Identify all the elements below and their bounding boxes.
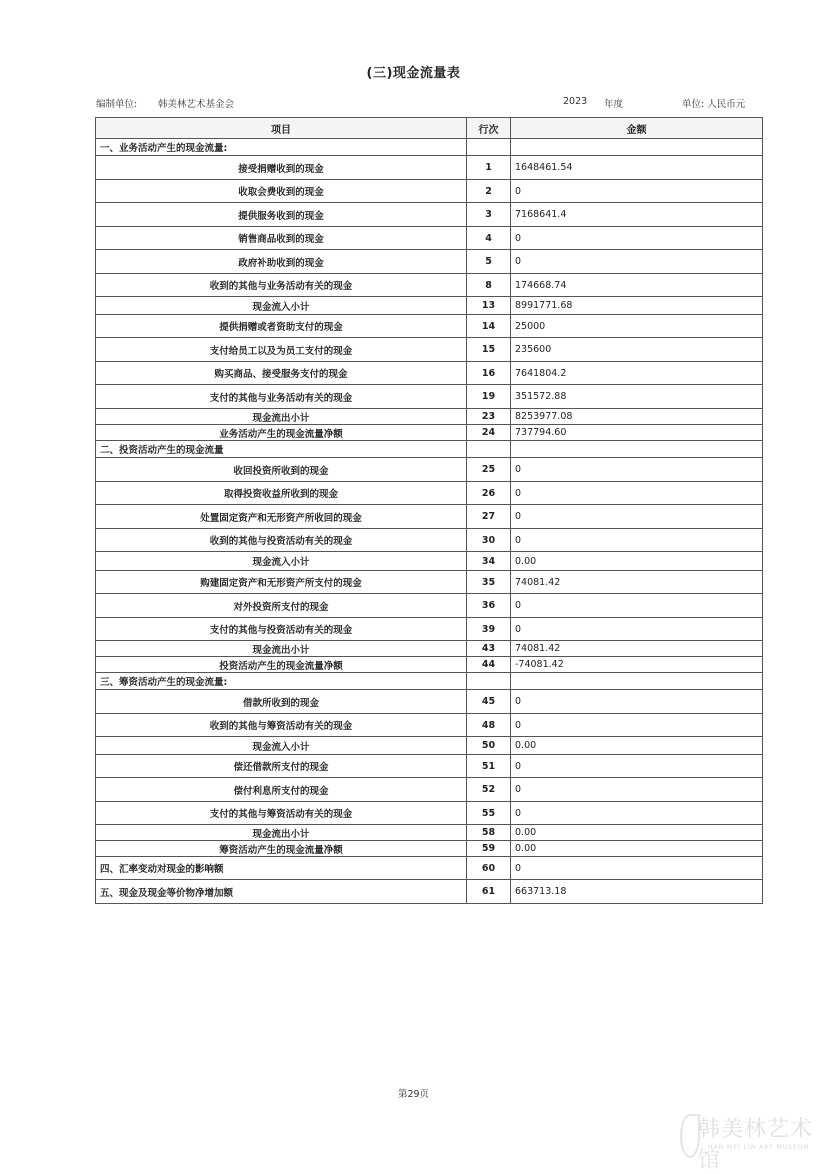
row-amount: [511, 441, 763, 458]
row-line: 43: [467, 641, 511, 657]
row-line: 44: [467, 657, 511, 673]
row-line: 52: [467, 778, 511, 802]
row-amount: 0.00: [511, 737, 763, 755]
row-line: 34: [467, 552, 511, 571]
row-item: 收到的其他与筹资活动有关的现金: [96, 714, 467, 737]
row-item: 对外投资所支付的现金: [96, 594, 467, 618]
row-amount: 235600: [511, 338, 763, 362]
row-item: 购建固定资产和无形资产所支付的现金: [96, 571, 467, 594]
row-line: 35: [467, 571, 511, 594]
row-item: 投资活动产生的现金流量净额: [96, 657, 467, 673]
row-amount: 0: [511, 755, 763, 778]
row-line: 1: [467, 156, 511, 180]
row-line: [467, 441, 511, 458]
row-amount: 0: [511, 250, 763, 274]
table-row: [96, 180, 763, 203]
row-item: 接受捐赠收到的现金: [96, 156, 467, 180]
row-amount: [511, 673, 763, 690]
row-line: [467, 673, 511, 690]
row-line: 13: [467, 297, 511, 315]
row-line: 36: [467, 594, 511, 618]
row-amount: 663713.18: [511, 880, 763, 904]
table-row: [96, 203, 763, 227]
row-item: 现金流入小计: [96, 552, 467, 571]
table-row: [96, 825, 763, 841]
row-amount: 737794.60: [511, 425, 763, 441]
row-item: 支付给员工以及为员工支付的现金: [96, 338, 467, 362]
row-item: 购买商品、接受服务支付的现金: [96, 362, 467, 385]
table-row: [96, 618, 763, 641]
row-amount: 0.00: [511, 552, 763, 571]
table-row: [96, 552, 763, 571]
row-line: 51: [467, 755, 511, 778]
table-row: [96, 594, 763, 618]
row-item: 收到的其他与投资活动有关的现金: [96, 529, 467, 552]
row-item: 收到的其他与业务活动有关的现金: [96, 274, 467, 297]
row-line: 45: [467, 690, 511, 714]
row-line: 61: [467, 880, 511, 904]
row-amount: 0: [511, 458, 763, 482]
table-row: [96, 505, 763, 529]
row-amount: 7641804.2: [511, 362, 763, 385]
table-row: [96, 755, 763, 778]
table-row: [96, 385, 763, 409]
table-row: [96, 362, 763, 385]
table-row: [96, 571, 763, 594]
row-amount: 0: [511, 690, 763, 714]
row-amount: 174668.74: [511, 274, 763, 297]
row-line: 2: [467, 180, 511, 203]
table-row: [96, 673, 763, 690]
row-amount: [511, 139, 763, 156]
row-amount: 8991771.68: [511, 297, 763, 315]
table-row: [96, 529, 763, 552]
row-line: 16: [467, 362, 511, 385]
table-header-row: [96, 118, 763, 139]
row-item: 现金流出小计: [96, 409, 467, 425]
row-amount: 0.00: [511, 825, 763, 841]
row-item: 五、现金及现金等价物净增加额: [96, 880, 467, 904]
header-item: 项目: [96, 118, 467, 139]
table-row: [96, 458, 763, 482]
table-row: [96, 274, 763, 297]
row-line: 14: [467, 315, 511, 338]
table-row: [96, 409, 763, 425]
row-item: 销售商品收到的现金: [96, 227, 467, 250]
row-amount: 0.00: [511, 841, 763, 857]
page-title: (三)现金流量表: [366, 66, 461, 81]
table-row: [96, 441, 763, 458]
table-row: [96, 841, 763, 857]
row-line: 24: [467, 425, 511, 441]
row-item: 二、投资活动产生的现金流量: [96, 441, 467, 458]
table-row: [96, 690, 763, 714]
watermark-subtext: HAN MEI LIN ART MUSEUM: [708, 1144, 810, 1151]
table-row: [96, 139, 763, 156]
row-item: 现金流出小计: [96, 641, 467, 657]
row-line: 25: [467, 458, 511, 482]
row-item: 收回投资所收到的现金: [96, 458, 467, 482]
row-amount: 1648461.54: [511, 156, 763, 180]
row-line: 15: [467, 338, 511, 362]
row-amount: 0: [511, 778, 763, 802]
row-amount: 74081.42: [511, 641, 763, 657]
row-line: 3: [467, 203, 511, 227]
table-row: [96, 297, 763, 315]
row-item: 处置固定资产和无形资产所收回的现金: [96, 505, 467, 529]
row-line: [467, 139, 511, 156]
row-amount: 0: [511, 180, 763, 203]
row-line: 59: [467, 841, 511, 857]
row-line: 26: [467, 482, 511, 505]
row-amount: 25000: [511, 315, 763, 338]
row-item: 政府补助收到的现金: [96, 250, 467, 274]
row-item: 现金流出小计: [96, 825, 467, 841]
row-amount: -74081.42: [511, 657, 763, 673]
row-item: 四、汇率变动对现金的影响额: [96, 857, 467, 880]
row-amount: 0: [511, 802, 763, 825]
row-item: 借款所收到的现金: [96, 690, 467, 714]
page-number: 第29页: [397, 1089, 430, 1100]
table-row: [96, 250, 763, 274]
org-name: 韩美林艺术基金会: [158, 99, 235, 110]
row-amount: 351572.88: [511, 385, 763, 409]
year-label: 年度: [604, 99, 624, 110]
header-amount: 金额: [511, 118, 763, 139]
header-line: 行次: [467, 118, 511, 139]
row-item: 支付的其他与投资活动有关的现金: [96, 618, 467, 641]
row-line: 50: [467, 737, 511, 755]
table-row: [96, 778, 763, 802]
row-item: 现金流入小计: [96, 737, 467, 755]
table-row: [96, 657, 763, 673]
row-line: 48: [467, 714, 511, 737]
table-row: [96, 338, 763, 362]
row-item: 提供服务收到的现金: [96, 203, 467, 227]
table-row: [96, 802, 763, 825]
table-row: [96, 425, 763, 441]
row-amount: 7168641.4: [511, 203, 763, 227]
row-amount: 0: [511, 618, 763, 641]
museum-logo-icon: [680, 1114, 700, 1158]
row-line: 60: [467, 857, 511, 880]
report-year: 2023: [563, 96, 588, 107]
row-amount: 0: [511, 594, 763, 618]
row-line: 30: [467, 529, 511, 552]
museum-watermark: [680, 1110, 820, 1173]
row-amount: 0: [511, 505, 763, 529]
table-row: [96, 737, 763, 755]
currency-unit: 单位: 人民币元: [682, 99, 746, 110]
row-item: 现金流入小计: [96, 297, 467, 315]
row-line: 23: [467, 409, 511, 425]
row-item: 三、筹资活动产生的现金流量:: [96, 673, 467, 690]
table-row: [96, 156, 763, 180]
row-line: 5: [467, 250, 511, 274]
row-item: 收取会费收到的现金: [96, 180, 467, 203]
row-item: 业务活动产生的现金流量净额: [96, 425, 467, 441]
row-amount: 0: [511, 529, 763, 552]
row-amount: 74081.42: [511, 571, 763, 594]
row-item: 取得投资收益所收到的现金: [96, 482, 467, 505]
table-row: [96, 227, 763, 250]
table-row: [96, 641, 763, 657]
table-row: [96, 315, 763, 338]
table-row: [96, 880, 763, 904]
row-line: 19: [467, 385, 511, 409]
row-line: 27: [467, 505, 511, 529]
row-line: 8: [467, 274, 511, 297]
row-amount: 0: [511, 857, 763, 880]
cash-flow-table: [95, 117, 763, 904]
row-item: 一、业务活动产生的现金流量:: [96, 139, 467, 156]
row-item: 偿付利息所支付的现金: [96, 778, 467, 802]
table-row: [96, 482, 763, 505]
row-item: 偿还借款所支付的现金: [96, 755, 467, 778]
row-line: 58: [467, 825, 511, 841]
row-amount: 0: [511, 482, 763, 505]
row-line: 4: [467, 227, 511, 250]
row-item: 提供捐赠或者资助支付的现金: [96, 315, 467, 338]
watermark-text: 韩美林艺术馆: [698, 1117, 814, 1173]
row-item: 支付的其他与业务活动有关的现金: [96, 385, 467, 409]
row-item: 筹资活动产生的现金流量净额: [96, 841, 467, 857]
table-row: [96, 857, 763, 880]
row-amount: 0: [511, 714, 763, 737]
org-label: 编制单位:: [96, 99, 138, 110]
row-line: 55: [467, 802, 511, 825]
row-amount: 0: [511, 227, 763, 250]
row-amount: 8253977.08: [511, 409, 763, 425]
row-line: 39: [467, 618, 511, 641]
table-row: [96, 714, 763, 737]
row-item: 支付的其他与筹资活动有关的现金: [96, 802, 467, 825]
